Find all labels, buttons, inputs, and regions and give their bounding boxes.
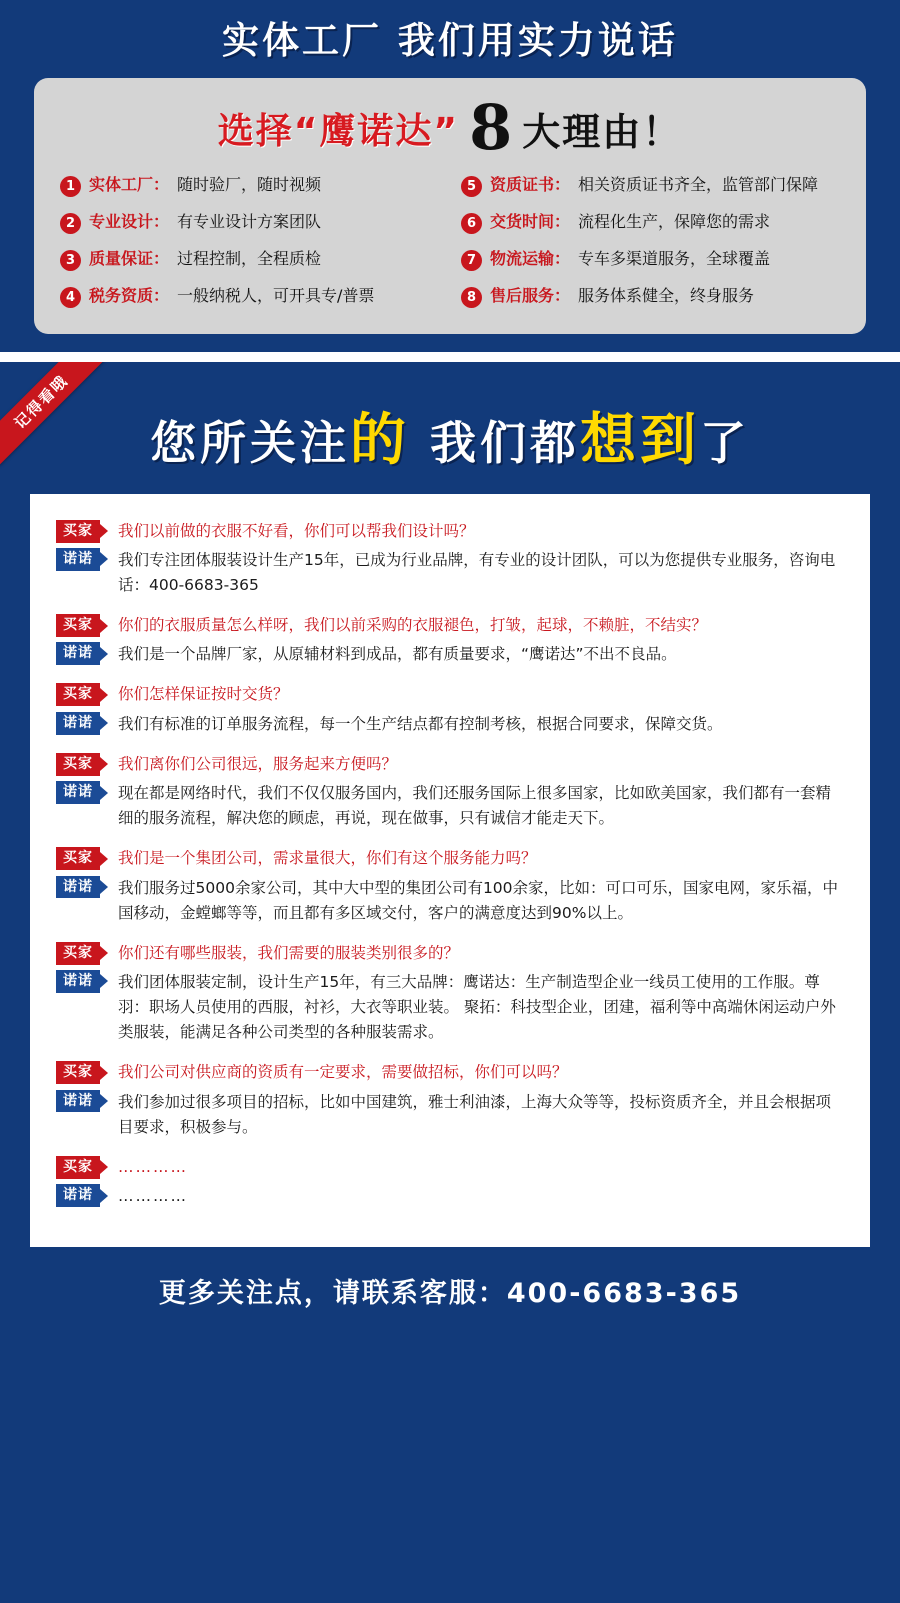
reason-text: 随时验厂，随时视频 <box>177 175 322 195</box>
buyer-tag: 买家 <box>56 1061 100 1084</box>
reason-text: 专车多渠道服务，全球覆盖 <box>578 249 771 269</box>
qa-item <box>56 1156 844 1209</box>
reason-label: 物流运输： <box>490 249 571 269</box>
reason-label: 专业设计： <box>89 212 170 232</box>
footer-contact: 更多关注点，请联系客服：400-6683-365 <box>158 1278 742 1310</box>
question-text: 我们是一个集团公司，需求量很大，你们有这个服务能力吗？ <box>118 849 537 868</box>
reason-number-badge: 7 <box>461 250 482 271</box>
qa-item <box>56 1061 844 1139</box>
faq-card <box>30 494 870 1248</box>
answer-line <box>56 1184 844 1209</box>
answer-tag: 诺诺 <box>56 781 100 804</box>
reason-number-badge: 8 <box>461 287 482 308</box>
buyer-tag: 买家 <box>56 614 100 637</box>
reason-item <box>60 211 439 234</box>
question-line <box>56 683 844 706</box>
answer-line <box>56 712 844 737</box>
reason-text: 流程化生产，保障您的需求 <box>578 212 771 232</box>
buyer-tag: 买家 <box>56 847 100 870</box>
answer-text: ………… <box>118 1187 188 1206</box>
reason-number-badge: 1 <box>60 176 81 197</box>
answer-line <box>56 970 844 1045</box>
answer-text: 我们服务过5000余家公司，其中大中型的集团公司有100余家，比如：可口可乐，国家电网，家乐福，中国移动，金螳螂等等，而且都有多区域交付，客户的满意度达到90%以上。 <box>118 878 839 922</box>
qa-item <box>56 614 844 667</box>
reason-label: 售后服务： <box>490 286 571 306</box>
question-text: 你们怎样保证按时交货？ <box>118 685 289 704</box>
reason-item <box>461 285 840 308</box>
reason-label: 实体工厂： <box>89 175 170 195</box>
reason-number-badge: 4 <box>60 287 81 308</box>
reason-number-badge: 6 <box>461 213 482 234</box>
answer-tag: 诺诺 <box>56 876 100 899</box>
buyer-tag: 买家 <box>56 1156 100 1179</box>
question-line <box>56 847 844 870</box>
answer-tag: 诺诺 <box>56 642 100 665</box>
question-text: 你们还有哪些服装，我们需要的服装类别很多的？ <box>118 943 460 962</box>
answer-line <box>56 781 844 831</box>
reasons-section <box>0 0 900 352</box>
reason-text: 相关资质证书齐全，监管部门保障 <box>578 175 819 195</box>
reason-text: 有专业设计方案团队 <box>177 212 322 232</box>
question-text: 我们以前做的衣服不好看，你们可以帮我们设计吗？ <box>118 521 475 540</box>
reasons-card <box>34 78 866 334</box>
reason-item <box>60 174 439 197</box>
heading-red-prefix: 选择“鹰诺达” <box>217 110 460 152</box>
answer-text: 我们专注团体服装设计生产15年，已成为行业品牌，有专业的设计团队，可以为您提供专业服务，咨询电话：400-6683-365 <box>118 550 836 594</box>
qa-item <box>56 683 844 736</box>
reason-text: 过程控制，全程质检 <box>177 249 322 269</box>
reason-item <box>60 248 439 271</box>
question-line <box>56 1156 844 1179</box>
question-line <box>56 520 844 543</box>
faq-title-part1: 您所关注 <box>149 416 350 471</box>
reasons-heading <box>60 91 840 165</box>
answer-text: 我们有标准的订单服务流程，每一个生产结点都有控制考核，根据合同要求，保障交货。 <box>118 714 723 733</box>
buyer-tag: 买家 <box>56 753 100 776</box>
answer-tag: 诺诺 <box>56 712 100 735</box>
question-line <box>56 614 844 637</box>
section-divider <box>0 352 900 362</box>
answer-line <box>56 642 844 667</box>
question-text: 你们的衣服质量怎么样呀，我们以前采购的衣服褪色，打皱，起球，不赖脏，不结实？ <box>118 616 708 635</box>
answer-tag: 诺诺 <box>56 548 100 571</box>
buyer-tag: 买家 <box>56 683 100 706</box>
reason-text: 一般纳税人，可开具专/普票 <box>177 286 375 306</box>
question-text: 我们离你们公司很远，服务起来方便吗？ <box>118 754 398 773</box>
banner-title: 实体工厂 我们用实力说话 <box>222 19 678 62</box>
reason-number-badge: 2 <box>60 213 81 234</box>
answer-line <box>56 876 844 926</box>
faq-title-part4: 想到 <box>580 408 700 474</box>
buyer-tag: 买家 <box>56 942 100 965</box>
answer-text: 我们参加过很多项目的招标，比如中国建筑，雅士利油漆，上海大众等等，投标资质齐全，并且会根据项目要求，积极参与。 <box>118 1092 832 1136</box>
reasons-grid <box>60 174 840 308</box>
qa-item <box>56 753 844 831</box>
reason-number-badge: 3 <box>60 250 81 271</box>
question-text: 我们公司对供应商的资质有一定要求，需要做招标，你们可以吗？ <box>118 1063 568 1082</box>
reason-text: 服务体系健全，终身服务 <box>578 286 755 306</box>
qa-item <box>56 942 844 1046</box>
answer-text: 现在都是网络时代，我们不仅仅服务国内，我们还服务国际上很多国家，比如欧美国家，我们都有一套精细的服务流程，解决您的顾虑，再说，现在做事，只有诚信才能走天下。 <box>118 784 832 828</box>
reason-label: 资质证书： <box>490 175 571 195</box>
reason-item <box>461 174 840 197</box>
answer-line <box>56 1090 844 1140</box>
buyer-tag: 买家 <box>56 520 100 543</box>
question-text: ………… <box>118 1157 188 1176</box>
qa-item <box>56 520 844 598</box>
faq-title-part5: 了 <box>700 416 750 471</box>
question-line <box>56 942 844 965</box>
heading-number: 8 <box>469 91 513 165</box>
heading-black-suffix: 大理由！ <box>522 109 683 154</box>
corner-ribbon: 记得看哦 <box>0 362 105 465</box>
faq-title-part2: 的 <box>349 408 410 474</box>
reason-label: 交货时间： <box>490 212 571 232</box>
answer-tag: 诺诺 <box>56 1184 100 1207</box>
qa-item <box>56 847 844 925</box>
faq-title <box>0 384 900 494</box>
faq-section <box>0 362 900 1336</box>
reason-item <box>60 285 439 308</box>
question-line <box>56 1061 844 1084</box>
answer-text: 我们团体服装定制，设计生产15年，有三大品牌：鹰诺达：生产制造型企业一线员工使用的工作服。尊羽：职场人员使用的西服，衬衫，大衣等职业装。 聚拓：科技型企业，团建，福利等中高端休闲运动户外类服装，能满足各种公司类型的各种服装需求。 <box>118 973 836 1042</box>
reason-label: 质量保证： <box>89 249 170 269</box>
answer-text: 我们是一个品牌厂家，从原辅材料到成品，都有质量要求，“鹰诺达”不出不良品。 <box>118 645 677 664</box>
reason-number-badge: 5 <box>461 176 482 197</box>
reason-item <box>461 211 840 234</box>
question-line <box>56 753 844 776</box>
faq-title-part3: 我们都 <box>430 416 580 471</box>
answer-line <box>56 548 844 598</box>
reason-item <box>461 248 840 271</box>
answer-tag: 诺诺 <box>56 970 100 993</box>
answer-tag: 诺诺 <box>56 1090 100 1113</box>
reason-label: 税务资质： <box>89 286 170 306</box>
